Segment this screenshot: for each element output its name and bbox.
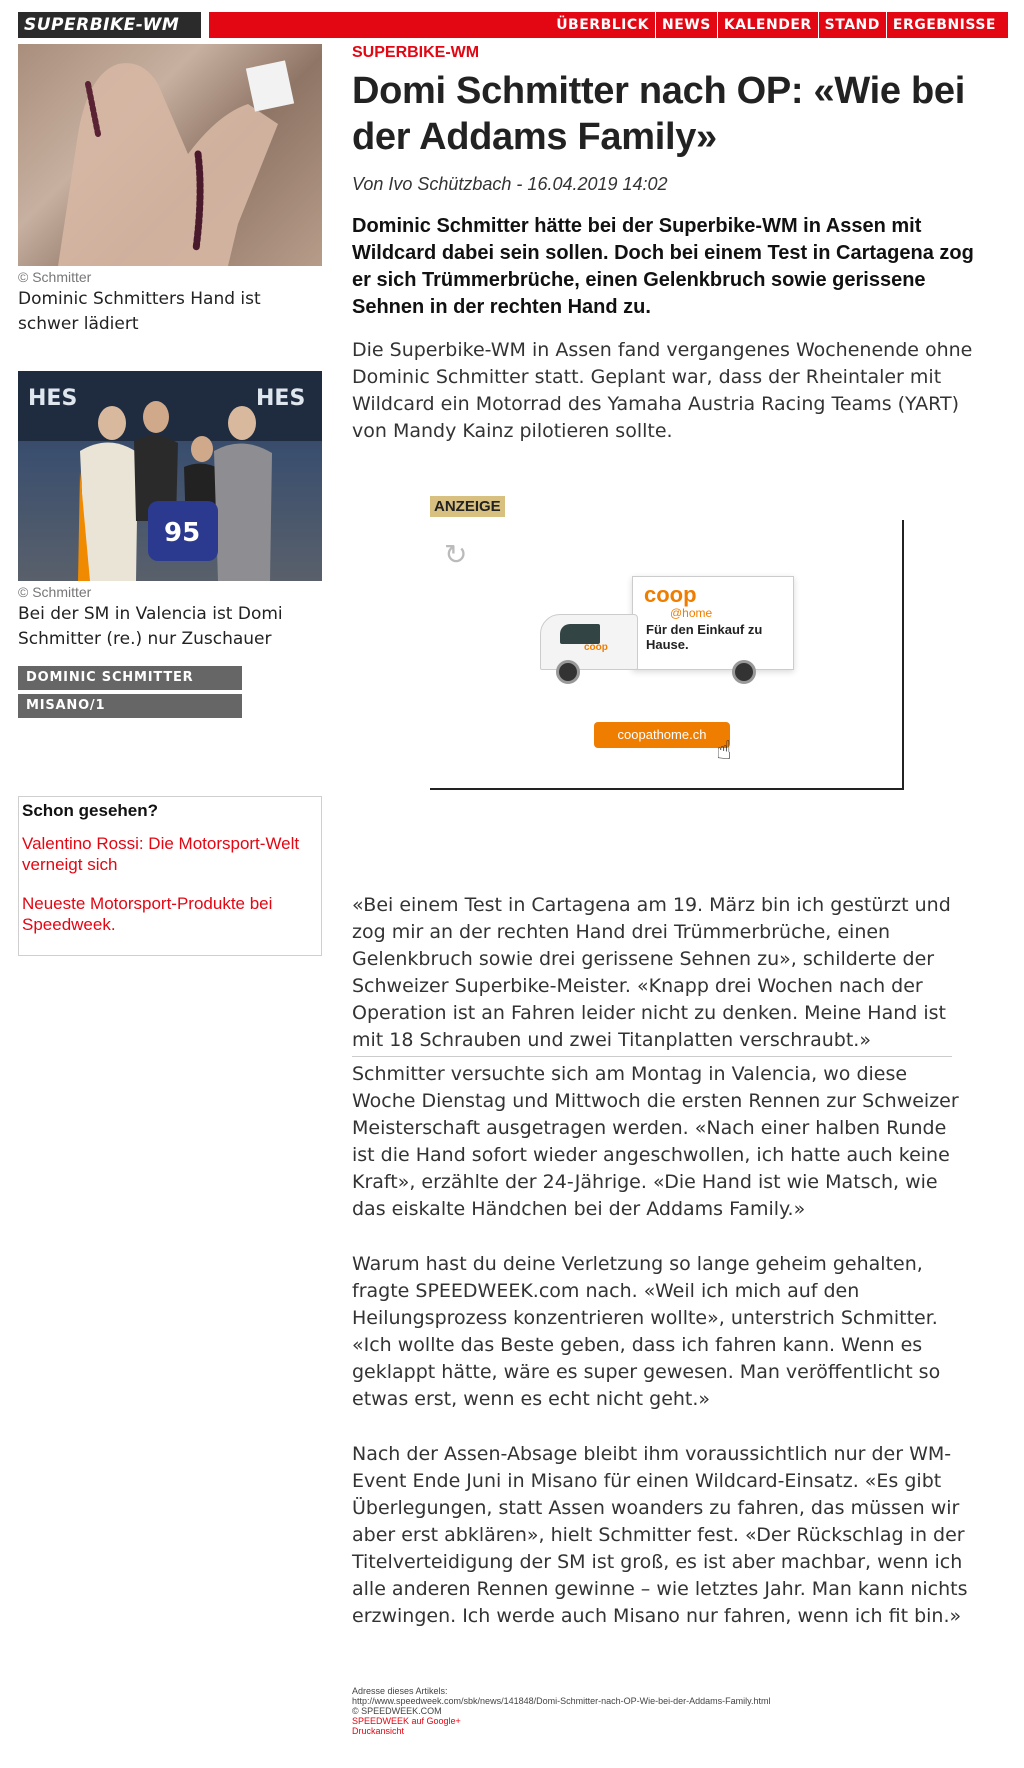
article-paragraph: Schmitter versuchte sich am Montag in Valencia, wo diese Woche Dienstag und Mittwoch die ersten Rennen zur Schweizer Meisterschaft ausgetragen werden. «Nach einer halben Runde ist die Hand sofort wieder angeschwollen, ich hatte auch keine Kraft», erzählte der 24-Jährige. «Die Hand ist wie Matsch, wie das eiskalte Händchen bei der Addams Family.»: [352, 1063, 959, 1220]
article-paragraph: Nach der Assen-Absage bleibt ihm voraussichtlich nur der WM-Event Ende Juni in Misano für einen Wildcard-Einsatz. «Es gibt Überlegungen, statt Assen woanders zu fahren, das müssen wir aber erst abklären», hielt Schmitter fest. «Der Rückschlag in der Titelverteidigung der SM ist groß, es ist aber machbar, wenn ich alle anderen Rennen gewinne – wie letztes Jahr. Man kann nichts erzwingen. Ich werde auch Misano nur fahren, wenn ich fit bin.»: [352, 1443, 968, 1627]
article-lead: Dominic Schmitter hätte bei der Superbike-WM in Assen mit Wildcard dabei sein sollen. Doch bei einem Test in Cartagena zog er sich Trümmerbrüche, einen Gelenkbruch sowie gerissene Sehnen in der rechten Hand zu.: [352, 215, 974, 318]
hand-photo[interactable]: [18, 44, 322, 266]
address-label: Adresse dieses Artikels:: [352, 1686, 448, 1696]
van-wheel: [732, 660, 756, 684]
tag-dominic-schmitter[interactable]: DOMINIC SCHMITTER: [18, 666, 242, 690]
tag-misano[interactable]: MISANO/1: [18, 694, 242, 718]
image-caption: Bei der SM in Valencia ist Domi Schmitter (re.) nur Zuschauer: [18, 604, 283, 649]
reload-icon[interactable]: ↻: [444, 538, 468, 571]
svg-text:HES: HES: [28, 386, 78, 411]
hand-illustration: [18, 44, 322, 266]
section-nav: [550, 12, 1002, 38]
nav-item-stand[interactable]: STAND: [818, 12, 886, 38]
section-brand[interactable]: SUPERBIKE-WM: [18, 12, 201, 38]
ad-border: [902, 520, 904, 788]
nav-item-news[interactable]: NEWS: [655, 12, 717, 38]
article-footer: [352, 1686, 992, 1736]
advertisement[interactable]: [430, 496, 904, 790]
schon-gesehen-title: Schon gesehen?: [22, 801, 159, 820]
related-link[interactable]: Neueste Motorsport-Produkte bei Speedweek.: [22, 894, 273, 934]
nav-item-ergebnisse[interactable]: ERGEBNISSE: [886, 12, 1002, 38]
article-paragraph: Die Superbike-WM in Assen fand vergangenes Wochenende ohne Dominic Schmitter statt. Geplant war, dass der Rheintaler mit Wildcard ein Motorrad des Yamaha Austria Racing Teams (YART) von Mandy Kainz pilotieren sollte.: [352, 339, 973, 442]
article-paragraph: «Bei einem Test in Cartagena am 19. März bin ich gestürzt und zog mir an der rechten Hand drei Trümmerbrüche, einen Gelenkbruch sowie drei gerissene Sehnen zu», schilderte der Schweizer Superbike-Meister. «Knapp drei Wochen nach der Operation ist an Fahren leider nicht zu denken. Meine Hand ist mit 18 Schrauben und zwei Titanplatten verschraubt.»: [352, 894, 951, 1051]
nav-item-kalender[interactable]: KALENDER: [717, 12, 818, 38]
top-bar: [18, 12, 1008, 38]
image-credit: © Schmitter: [18, 584, 92, 600]
article-body: [352, 892, 972, 1630]
nav-bar: [209, 12, 1008, 38]
ad-border: [430, 788, 904, 790]
van-wheel: [556, 660, 580, 684]
image-caption: Dominic Schmitters Hand ist schwer lädiert: [18, 289, 261, 334]
divider: [352, 1056, 952, 1057]
copyright: © SPEEDWEEK.COM: [352, 1706, 442, 1716]
schon-gesehen-box: [18, 796, 322, 956]
svg-text:HES: HES: [256, 386, 306, 411]
van-logo: coop: [584, 642, 608, 653]
google-plus-link[interactable]: SPEEDWEEK auf Google+: [352, 1716, 461, 1726]
print-link[interactable]: Druckansicht: [352, 1726, 405, 1736]
article-byline: Von Ivo Schützbach - 16.04.2019 14:02: [352, 174, 668, 194]
article-url: http://www.speedweek.com/sbk/news/141848/Domi-Schmitter-nach-OP-Wie-bei-der-Addams-Family.html: [352, 1696, 771, 1706]
sidebar: [18, 44, 322, 934]
coop-logo: coop: [644, 582, 697, 607]
valencia-photo[interactable]: [18, 371, 322, 581]
svg-text:95: 95: [164, 518, 201, 548]
ad-slogan: Für den Einkauf zu Hause.: [646, 622, 763, 652]
article-kicker[interactable]: SUPERBIKE-WM: [352, 44, 480, 61]
coop-logo-sub: @home: [670, 606, 713, 620]
group-illustration: [18, 371, 322, 581]
related-link[interactable]: Valentino Rossi: Die Motorsport-Welt verneigt sich: [22, 834, 300, 874]
ad-label: ANZEIGE: [430, 496, 505, 517]
article: [352, 44, 992, 445]
van-image: [540, 576, 800, 686]
van-window: [560, 624, 600, 644]
article-paragraph: Warum hast du deine Verletzung so lange geheim gehalten, fragte SPEEDWEEK.com nach. «Weil ich mich auf den Heilungsprozess konzentrieren wollte», unterstrich Schmitter. «Ich wollte das Beste geben, dass ich fahren kann. Wenn es geklappt hätte, wäre es super gewesen. Man veröffentlicht so etwas erst, wenn es echt nicht geht.»: [352, 1253, 941, 1410]
article-title: Domi Schmitter nach OP: «Wie bei der Addams Family»: [352, 70, 965, 158]
ad-cta-button[interactable]: coopathome.ch: [594, 722, 730, 748]
image-credit: © Schmitter: [18, 269, 92, 285]
hand-cursor-icon: ☝: [716, 736, 732, 766]
nav-item-ueberblick[interactable]: ÜBERBLICK: [556, 17, 649, 33]
